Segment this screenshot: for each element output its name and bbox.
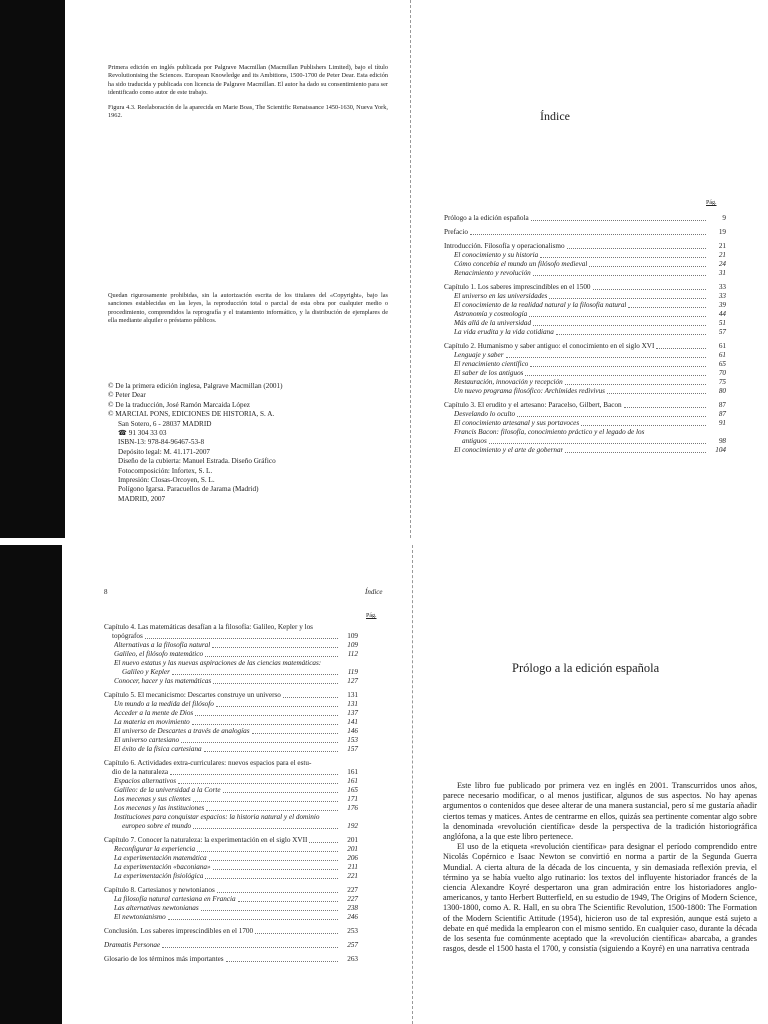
- leader-dots: [213, 869, 338, 870]
- toc-entry-title: El universo cartesiano: [114, 736, 180, 744]
- toc-entry-title: Lenguaje y saber: [454, 351, 504, 359]
- page-number: 8: [104, 588, 108, 596]
- toc-page-number: 227: [347, 895, 358, 903]
- toc-entry-title: El universo de Descartes a través de analogías: [114, 727, 250, 735]
- toc-entry-title: El conocimiento artesanal y sus portavoces: [454, 419, 580, 427]
- credit-line: © De la traducción, José Ramón Marcaida López: [108, 400, 250, 409]
- leader-dots: [195, 715, 338, 716]
- leader-dots: [589, 266, 706, 267]
- toc-entry-title: Un mundo a la medida del filósofo: [114, 700, 214, 708]
- toc-entry-title: Cómo concebía el mundo un filósofo medieval: [454, 260, 588, 268]
- toc-entry-title: La experimentación fisiológica: [114, 872, 204, 880]
- leader-dots: [162, 947, 338, 948]
- table-of-contents: [444, 214, 726, 455]
- toc-entry-title: Capítulo 6. Actividades extra-curriculares: nuevos espacios para el estu-: [104, 759, 312, 767]
- toc-entry-title: La materia en movimiento: [114, 718, 190, 726]
- isbn-line: ISBN-13: 978-84-96467-53-8: [118, 438, 205, 447]
- rights-note: Quedan rigurosamente prohibidas, sin la autorización escrita de los titulares del «Copyright», bajo las sanciones establecidas en las leyes, la reproducción total o parcial de esta obra por cualquier medio o procedimiento, comprendidos la reprografía y el tratamiento informático, y la distribución de ejemplares de ella mediante alquiler o préstamo públicos.: [108, 292, 388, 325]
- toc-page-number: 61: [718, 351, 726, 359]
- toc-entry-title: Astronomía y cosmología: [454, 310, 528, 318]
- toc-entry-title: El universo en las universidades: [454, 292, 548, 300]
- toc-page-number: 253: [347, 927, 358, 935]
- page-column-label: Pág.: [706, 200, 717, 206]
- toc-entry-title: El saber de los antiguos: [454, 369, 524, 377]
- toc-entry-title-cont: europeo sobre el mundo: [122, 822, 192, 830]
- leader-dots: [656, 348, 706, 349]
- toc-page-number: 146: [347, 727, 358, 735]
- leader-dots: [581, 425, 706, 426]
- leader-dots: [209, 860, 338, 861]
- toc-page-number: 221: [347, 872, 358, 880]
- leader-dots: [168, 919, 338, 920]
- toc-page-number: 176: [347, 804, 358, 812]
- leader-dots: [217, 892, 338, 893]
- toc-page-number: 201: [347, 836, 358, 844]
- leader-dots: [470, 234, 706, 235]
- toc-page-number: 171: [347, 795, 358, 803]
- toc-entry: [114, 650, 358, 659]
- toc-entry-title: El conocimiento y su historia: [454, 251, 539, 259]
- toc-page-number: 109: [347, 632, 358, 640]
- toc-entry-title: Renacimiento y revolución: [454, 269, 531, 277]
- toc-entry: [114, 659, 358, 677]
- book-spine-shadow-bottom: [0, 545, 62, 1024]
- toc-page-number: 19: [718, 228, 726, 236]
- toc-entry: [114, 813, 358, 831]
- legal-deposit-line: Depósito legal: M. 41.171-2007: [118, 447, 211, 456]
- toc-page-number: 192: [347, 822, 358, 830]
- toc-page-number: 238: [347, 904, 358, 912]
- toc-entry: [454, 310, 726, 319]
- toc-page-number: 57: [718, 328, 726, 336]
- leader-dots: [255, 933, 338, 934]
- toc-entry: [114, 913, 358, 922]
- toc-entry-title: Conclusión. Los saberes imprescindibles en el 1700: [104, 927, 254, 935]
- toc-page-number: 131: [347, 700, 358, 708]
- printer-line: Impresión: Closas-Orcoyen, S. L.: [118, 476, 215, 485]
- leader-dots: [205, 878, 338, 879]
- toc-entry: [114, 777, 358, 786]
- leader-dots: [238, 901, 338, 902]
- toc-page-number: 87: [718, 410, 726, 418]
- leader-dots: [193, 801, 338, 802]
- page-fold-bottom: [412, 545, 413, 1024]
- toc-entry-title: Capítulo 5. El mecanicismo: Descartes construye un universo: [104, 691, 281, 699]
- toc-entry: [114, 845, 358, 854]
- leader-dots: [193, 828, 338, 829]
- leader-dots: [213, 683, 338, 684]
- leader-dots: [567, 248, 706, 249]
- leader-dots: [525, 375, 706, 376]
- toc-entry: [454, 419, 726, 428]
- toc-page-number: 21: [718, 242, 726, 250]
- toc-entry: [104, 941, 358, 950]
- toc-entry: [454, 428, 726, 446]
- toc-entry-title: Capítulo 3. El erudito y el artesano: Paracelso, Gilbert, Bacon: [444, 401, 622, 409]
- toc-entry: [444, 342, 726, 351]
- toc-entry: [104, 927, 358, 936]
- toc-entry-title: Galileo: de la universidad a la Corte: [114, 786, 221, 794]
- toc-entry-title: Más allá de la universidad: [454, 319, 532, 327]
- toc-entry: [454, 269, 726, 278]
- toc-entry: [454, 328, 726, 337]
- toc-entry: [114, 736, 358, 745]
- toc-entry: [454, 292, 726, 301]
- leader-dots: [212, 647, 338, 648]
- toc-page-number: 24: [718, 260, 726, 268]
- toc-entry-title: Los mecenas y las instituciones: [114, 804, 205, 812]
- toc-entry-title: La experimentación matemática: [114, 854, 207, 862]
- toc-entry: [454, 446, 726, 455]
- toc-entry-title: El conocimiento y el arte de gobernar: [454, 446, 564, 454]
- toc-entry: [104, 759, 358, 777]
- leader-dots: [178, 783, 338, 784]
- leader-dots: [556, 334, 706, 335]
- toc-page-number: 161: [347, 777, 358, 785]
- toc-page-number: 91: [718, 419, 726, 427]
- phone-line: ☎ 91 304 33 03: [118, 429, 167, 438]
- toc-page-number: 206: [347, 854, 358, 862]
- toc-entry: [114, 700, 358, 709]
- leader-dots: [607, 393, 706, 394]
- toc-entry-title: El renacimiento científico: [454, 360, 529, 368]
- toc-entry-title: Desvelando lo oculto: [454, 410, 516, 418]
- toc-entry: [454, 378, 726, 387]
- toc-entry: [114, 904, 358, 913]
- toc-page-number: 165: [347, 786, 358, 794]
- toc-entry-title: Capítulo 7. Conocer la naturaleza: la experimentación en el siglo XVII: [104, 836, 308, 844]
- page-separator: [0, 538, 768, 545]
- toc-entry: [104, 623, 358, 641]
- toc-entry-title: Instituciones para conquistar espacios: la historia natural y el dominio: [114, 813, 320, 821]
- credits-block: [108, 382, 398, 504]
- toc-entry: [114, 727, 358, 736]
- table-of-contents-continued: [104, 623, 358, 964]
- toc-page-number: 61: [718, 342, 726, 350]
- toc-entry-title: El éxito de la física cartesiana: [114, 745, 202, 753]
- toc-page-number: 201: [347, 845, 358, 853]
- toc-page-number: 137: [347, 709, 358, 717]
- toc-entry: [104, 886, 358, 895]
- toc-entry: [454, 369, 726, 378]
- toc-entry: [114, 641, 358, 650]
- page-fold-top: [410, 0, 411, 538]
- index-title: Índice: [540, 109, 570, 123]
- toc-page-number: 104: [715, 446, 726, 454]
- toc-entry-title: Espacios alternativos: [114, 777, 177, 785]
- toc-page-number: 80: [718, 387, 726, 395]
- leader-dots: [283, 697, 338, 698]
- toc-entry-title: El newtonianismo: [114, 913, 166, 921]
- toc-entry: [114, 895, 358, 904]
- toc-page-number: 131: [347, 691, 358, 699]
- toc-page-number: 21: [718, 251, 726, 259]
- leader-dots: [517, 416, 706, 417]
- toc-entry-title: Acceder a la mente de Dios: [114, 709, 194, 717]
- toc-page-number: 39: [718, 301, 726, 309]
- typesetting-line: Fotocomposición: Infortex, S. L.: [118, 466, 213, 475]
- toc-entry: [114, 745, 358, 754]
- prologue-paragraph: El uso de la etiqueta «revolución científica» para designar el período comprendido entre Nicolás Copérnico e Isaac Newton se convirtió en norma a partir de la Segunda Guerra Mundial. A cierta altura de la década de los cincuenta, y sin demasiada reflexión previa, el término ya se había vuelto algo rutinario: los textos del influyente historiador francés de la ciencia Alexandre Koyré despertaron una gran admiración entre los historiadores anglo-americanos, y tanto Herbert Butterfield, en su estudio de 1949, The Origins of Modern Science, 1300-1800, como A. R. Hall, en su obra The Scientific Revolution, 1500-1800: The Formation of the Modern Scientific Attitude (1954), hicieron uso de tal expresión, aunque está sujeto a debate en qué medida la emplearon con el mismo sentido. En cualquier caso, durante la década de los sesenta fue comúnmente aceptado que la «revolución científica» abarcaba, a grandes rasgos, desde el 1500 hasta el 1700, y consistía (siguiendo a Koyré) en una narrativa centrada: [443, 842, 757, 954]
- credit-line: © MARCIAL PONS, EDICIONES DE HISTORIA, S. A.: [108, 410, 275, 419]
- leader-dots: [529, 316, 706, 317]
- toc-page-number: 33: [718, 292, 726, 300]
- leader-dots: [252, 733, 338, 734]
- toc-entry-title: Capítulo 1. Los saberes imprescindibles en el 1500: [444, 283, 591, 291]
- leader-dots: [223, 792, 338, 793]
- leader-dots: [145, 638, 338, 639]
- toc-entry: [444, 401, 726, 410]
- toc-page-number: 157: [347, 745, 358, 753]
- toc-entry: [104, 836, 358, 845]
- toc-page-number: 51: [718, 319, 726, 327]
- toc-entry-title: Francis Bacon: filosofía, conocimiento práctico y el legado de los: [454, 428, 645, 436]
- leader-dots: [540, 257, 706, 258]
- toc-entry-title: La experimentación «baconiana»: [114, 863, 211, 871]
- prologue-body: [443, 781, 757, 954]
- leader-dots: [181, 742, 338, 743]
- toc-entry-title: El conocimiento de la realidad natural y la filosofía natural: [454, 301, 627, 309]
- toc-entry: [114, 786, 358, 795]
- prologue-title: Prólogo a la edición española: [512, 661, 660, 675]
- toc-entry: [454, 410, 726, 419]
- toc-entry-title: Las alternativas newtonianas: [114, 904, 199, 912]
- toc-entry: [444, 283, 726, 292]
- toc-page-number: 33: [718, 283, 726, 291]
- toc-entry-title: Un nuevo programa filosófico: Archímides redivivus: [454, 387, 605, 395]
- leader-dots: [226, 961, 338, 962]
- toc-page-number: 119: [347, 668, 358, 676]
- leader-dots: [201, 910, 338, 911]
- toc-page-number: 246: [347, 913, 358, 921]
- leader-dots: [172, 674, 338, 675]
- toc-entry-title: Los mecenas y sus clientes: [114, 795, 191, 803]
- figure-note: Figura 4.3. Reelaboración de la aparecida en Marie Boas, The Scientific Renaissance 1450-1630, Nueva York, 1962.: [108, 104, 388, 120]
- toc-entry: [104, 691, 358, 700]
- edition-note: Primera edición en inglés publicada por Palgrave Macmillan (Macmillan Publishers Limited), bajo el título Revolutionising the Sciences. European Knowledge and its Ambitions, 1500-1700 de Peter Dear. Esta edición ha sido traducida y publicada con licencia de Palgrave Macmillan. El autor ha dado su consentimiento para ser identificado como autor de este trabajo.: [108, 64, 388, 97]
- credit-line: © Peter Dear: [108, 391, 146, 400]
- leader-dots: [565, 384, 706, 385]
- toc-entry-title: Introducción. Filosofía y operacionalismo: [444, 242, 565, 250]
- leader-dots: [628, 307, 706, 308]
- leader-dots: [531, 220, 706, 221]
- place-date-line: MADRID, 2007: [118, 494, 166, 503]
- toc-entry-title: Reconfigurar la experiencia: [114, 845, 196, 853]
- leader-dots: [216, 706, 338, 707]
- toc-page-number: 31: [718, 269, 726, 277]
- toc-page-number: 153: [347, 736, 358, 744]
- address-line: San Sotero, 6 - 28037 MADRID: [118, 419, 212, 428]
- toc-entry-title: Glosario de los términos más importantes: [104, 955, 224, 963]
- toc-entry-title: Capítulo 4. Las matemáticas desafían a la filosofía: Galileo, Kepler y los: [104, 623, 313, 631]
- toc-page-number: 257: [347, 941, 358, 949]
- leader-dots: [506, 357, 706, 358]
- toc-page-number: 161: [347, 768, 358, 776]
- leader-dots: [197, 851, 338, 852]
- toc-entry: [454, 351, 726, 360]
- toc-entry: [454, 387, 726, 396]
- toc-entry-title: Conocer, hacer y las matemáticas: [114, 677, 212, 685]
- toc-page-number: 65: [718, 360, 726, 368]
- toc-entry: [114, 872, 358, 881]
- page-column-label: Pág.: [366, 613, 377, 619]
- toc-entry: [454, 251, 726, 260]
- toc-entry: [104, 955, 358, 964]
- toc-entry: [454, 260, 726, 269]
- toc-page-number: 112: [347, 650, 358, 658]
- toc-entry: [454, 301, 726, 310]
- toc-entry-title: Restauración, innovación y recepción: [454, 378, 563, 386]
- leader-dots: [192, 724, 338, 725]
- toc-page-number: 263: [347, 955, 358, 963]
- toc-page-number: 109: [347, 641, 358, 649]
- toc-entry-title-cont: Galileo y Kepler: [122, 668, 170, 676]
- toc-entry: [454, 319, 726, 328]
- toc-entry: [114, 709, 358, 718]
- toc-entry: [444, 228, 726, 237]
- book-spine-shadow-top: [0, 0, 65, 538]
- toc-page-number: 87: [718, 401, 726, 409]
- leader-dots: [565, 452, 706, 453]
- toc-entry-title: Dramatis Personae: [104, 941, 161, 949]
- toc-entry-title-cont: topógrafos: [112, 632, 143, 640]
- toc-entry: [114, 677, 358, 686]
- leader-dots: [489, 443, 706, 444]
- toc-page-number: 70: [718, 369, 726, 377]
- toc-entry-title-cont: dio de la naturaleza: [112, 768, 169, 776]
- leader-dots: [549, 298, 706, 299]
- prologue-paragraph: Este libro fue publicado por primera vez en inglés en 2001. Transcurridos unos años, parece necesario modificar, o al menos justificar, algunos de sus aspectos. No hay apenas argumentos o contenidos que desee alterar de una manera sustancial, pero sí me gustaría añadir ciertos temas y matices. Antes de centrarme en ellos, quizás sea pertinente comentar algo sobre la denominada «revolución científica» desde la perspectiva de la tradición historiográfica anglófona, a la que este libro pertenece.: [443, 781, 757, 842]
- credit-line: © De la primera edición inglesa, Palgrave Macmillan (2001): [108, 382, 283, 390]
- toc-page-number: 44: [718, 310, 726, 318]
- cover-design-line: Diseño de la cubierta: Manuel Estrada. Diseño Gráfico: [118, 457, 276, 466]
- toc-entry-title-cont: antiguos: [462, 437, 487, 445]
- toc-entry-title: Alternativas a la filosofía natural: [114, 641, 211, 649]
- toc-entry-title: El nuevo estatus y las nuevas aspiraciones de las ciencias matemáticas:: [114, 659, 322, 667]
- leader-dots: [593, 289, 706, 290]
- leader-dots: [530, 366, 706, 367]
- leader-dots: [533, 275, 706, 276]
- toc-page-number: 75: [718, 378, 726, 386]
- toc-page-number: 141: [347, 718, 358, 726]
- leader-dots: [204, 751, 338, 752]
- toc-entry: [454, 360, 726, 369]
- toc-entry-title: Capítulo 2. Humanismo y saber antiguo: el conocimiento en el siglo XVI: [444, 342, 655, 350]
- toc-page-number: 127: [347, 677, 358, 685]
- running-head: Índice: [365, 588, 383, 596]
- toc-entry: [444, 242, 726, 251]
- leader-dots: [624, 407, 706, 408]
- toc-page-number: 98: [718, 437, 726, 445]
- toc-page-number: 227: [347, 886, 358, 894]
- toc-entry-title: La filosofía natural cartesiana en Francia: [114, 895, 236, 903]
- leader-dots: [533, 325, 706, 326]
- toc-entry: [114, 795, 358, 804]
- leader-dots: [170, 774, 338, 775]
- toc-page-number: 9: [722, 214, 726, 222]
- toc-page-number: 211: [347, 863, 358, 871]
- toc-entry-title: Capítulo 8. Cartesianos y newtonianos: [104, 886, 215, 894]
- toc-entry-title: La vida erudita y la vida cotidiana: [454, 328, 554, 336]
- toc-entry: [444, 214, 726, 223]
- toc-entry-title: Prefacio: [444, 228, 468, 236]
- toc-entry: [114, 863, 358, 872]
- leader-dots: [206, 810, 338, 811]
- toc-entry-title: Galileo, el filósofo matemático: [114, 650, 204, 658]
- toc-entry-title: Prólogo a la edición española: [444, 214, 529, 222]
- toc-entry: [114, 854, 358, 863]
- toc-entry: [114, 804, 358, 813]
- toc-entry: [114, 718, 358, 727]
- leader-dots: [205, 656, 338, 657]
- leader-dots: [309, 842, 338, 843]
- printer-address-line: Polígono Igarsa. Paracuellos de Jarama (Madrid): [118, 485, 259, 494]
